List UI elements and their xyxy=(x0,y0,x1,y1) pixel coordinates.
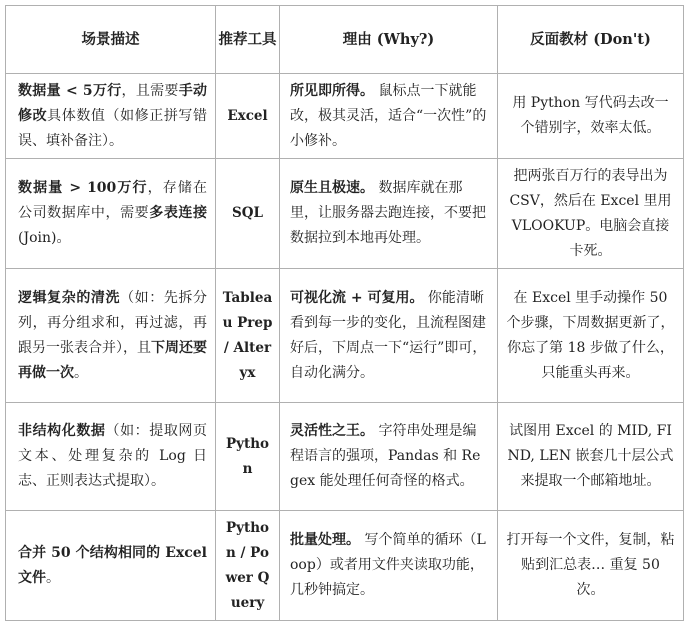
tool-cell: Tableau Prep / Alteryx xyxy=(216,269,280,403)
tool-cell: SQL xyxy=(216,159,280,269)
table-row xyxy=(6,74,684,159)
table-row xyxy=(6,159,684,269)
counter-example-cell: 打开每一个文件，复制，粘贴到汇总表… 重复 50 次。 xyxy=(498,511,684,621)
text-segment: （如：先拆分列，再分组求和，再过滤，再跟另一张表合并），且 xyxy=(18,289,208,356)
text-segment: 字符串处理是编程语言的强项，Pandas 和 Regex 能处理任何奇怪的格式。 xyxy=(290,423,481,489)
scenario-cell xyxy=(6,74,216,159)
header-counter-example: 反面教材 (Don't) xyxy=(498,6,684,74)
text-segment: 。 xyxy=(46,569,60,586)
bold-text-segment: 非结构化数据 xyxy=(18,423,106,439)
reason-cell xyxy=(280,269,498,403)
text-segment: 你能清晰看到每一步的变化，且流程图建好后，下周点一下“运行”即可，自动化满分。 xyxy=(290,289,487,381)
counter-example-cell: 试图用 Excel 的 MID, FIND, LEN 嵌套几十层公式来提取一个邮箱地址。 xyxy=(498,403,684,511)
text-segment: （如：提取网页文本、处理复杂的 Log 日志、正则表达式提取）。 xyxy=(18,423,207,489)
scenario-cell xyxy=(6,269,216,403)
bold-text-segment: 多表连接 xyxy=(149,205,207,221)
text-segment: 。 xyxy=(74,364,88,381)
reason-cell xyxy=(280,403,498,511)
bold-text-segment: 数据量 > 100万行 xyxy=(18,180,148,196)
bold-text-segment: 下周还要再做一次 xyxy=(18,339,207,381)
bold-text-segment: 数据量 < 5万行 xyxy=(18,82,122,99)
tool-cell: Python / Power Query xyxy=(216,511,280,621)
text-segment: 具体数值（如修正拼写错误、填补备注）。 xyxy=(18,107,208,149)
text-segment: 写个简单的循环（Loop）或者用文件夹读取功能，几秒钟搞定。 xyxy=(290,532,486,598)
bold-text-segment: 手动修改 xyxy=(18,82,208,124)
bold-text-segment: 合并 50 个结构相同的 Excel 文件 xyxy=(18,544,207,586)
text-segment: (Join)。 xyxy=(18,230,71,246)
table-row xyxy=(6,403,684,511)
reason-cell xyxy=(280,159,498,269)
header-reason: 理由 (Why?) xyxy=(280,6,498,74)
bold-text-segment: 原生且极速。 xyxy=(290,180,374,196)
bold-text-segment: 批量处理。 xyxy=(290,532,360,548)
text-segment: 数据库就在那里，让服务器去跑连接，不要把数据拉到本地再处理。 xyxy=(290,180,486,246)
scenario-cell xyxy=(6,511,216,621)
scenario-cell xyxy=(6,403,216,511)
text-segment: 鼠标点一下就能改，极其灵活，适合“一次性”的小修补。 xyxy=(290,82,487,149)
bold-text-segment: 所见即所得。 xyxy=(290,82,374,99)
reason-cell xyxy=(280,74,498,159)
tool-comparison-table xyxy=(5,5,684,621)
header-scenario: 场景描述 xyxy=(6,6,216,74)
counter-example-cell: 把两张百万行的表导出为 CSV，然后在 Excel 里用 VLOOKUP。电脑会直接卡死。 xyxy=(498,159,684,269)
bold-text-segment: 灵活性之王。 xyxy=(290,423,374,439)
header-tool: 推荐工具 xyxy=(216,6,280,74)
scenario-cell xyxy=(6,159,216,269)
table-row xyxy=(6,269,684,403)
reason-cell xyxy=(280,511,498,621)
text-segment: ，存储在公司数据库中，需要 xyxy=(18,180,208,221)
counter-example-cell: 在 Excel 里手动操作 50 个步骤，下周数据更新了，你忘了第 18 步做了什么，只能重头再来。 xyxy=(498,269,684,403)
tool-cell: Excel xyxy=(216,74,280,159)
text-segment: ，且需要 xyxy=(121,82,179,99)
bold-text-segment: 逻辑复杂的清洗 xyxy=(18,289,121,306)
table-header-row xyxy=(6,6,684,74)
bold-text-segment: 可视化流 + 可复用。 xyxy=(290,289,424,306)
counter-example-cell: 用 Python 写代码去改一个错别字，效率太低。 xyxy=(498,74,684,159)
tool-cell: Python xyxy=(216,403,280,511)
table-row xyxy=(6,511,684,621)
